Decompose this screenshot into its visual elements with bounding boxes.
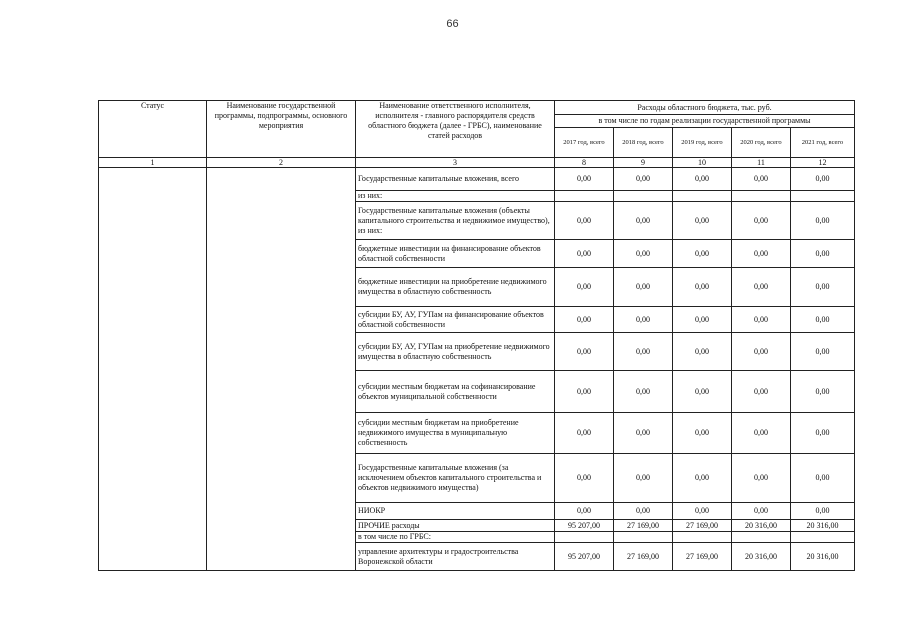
- expense-value: 0,00: [791, 454, 855, 503]
- column-number: 12: [791, 158, 855, 168]
- page-number: 66: [446, 18, 459, 30]
- expense-value: 27 169,00: [614, 520, 673, 532]
- expense-value: 0,00: [555, 168, 614, 191]
- expense-value: 0,00: [791, 413, 855, 454]
- expense-value: 0,00: [555, 413, 614, 454]
- expense-item-label: ПРОЧИЕ расходы: [356, 520, 555, 532]
- budget-table: [98, 100, 855, 571]
- expense-value: 0,00: [732, 413, 791, 454]
- expense-value: 0,00: [614, 240, 673, 268]
- expense-item-label: управление архитектуры и градостроительства Воронежской области: [356, 543, 555, 571]
- expense-item-label: НИОКР: [356, 503, 555, 520]
- expense-value: [555, 191, 614, 202]
- column-number: 3: [356, 158, 555, 168]
- expense-item-label: субсидии БУ, АУ, ГУПам на финансирование объектов областной собственности: [356, 307, 555, 333]
- expense-value: 0,00: [614, 168, 673, 191]
- expense-value: [791, 191, 855, 202]
- expense-item-label: Государственные капитальные вложения (за исключением объектов капитального строительства и объектов недвижимого имущества): [356, 454, 555, 503]
- table-row: [99, 168, 855, 191]
- expense-value: 0,00: [555, 202, 614, 240]
- expense-value: 0,00: [791, 268, 855, 307]
- expense-value: 27 169,00: [673, 520, 732, 532]
- expense-value: [791, 532, 855, 543]
- expense-item-label: бюджетные инвестиции на финансирование объектов областной собственности: [356, 240, 555, 268]
- expense-item-label: из них:: [356, 191, 555, 202]
- expense-value: 0,00: [732, 503, 791, 520]
- expense-value: 0,00: [614, 268, 673, 307]
- expense-value: [614, 532, 673, 543]
- expense-value: 0,00: [791, 371, 855, 413]
- header-year-2017: 2017 год, всего: [555, 128, 614, 158]
- expense-value: 0,00: [732, 371, 791, 413]
- expense-value: 27 169,00: [614, 543, 673, 571]
- expense-value: [732, 532, 791, 543]
- expense-value: 0,00: [732, 307, 791, 333]
- header-year-2018: 2018 год, всего: [614, 128, 673, 158]
- expense-item-label: бюджетные инвестиции на приобретение недвижимого имущества в областную собственность: [356, 268, 555, 307]
- expense-item-label: субсидии БУ, АУ, ГУПам на приобретение недвижимого имущества в областную собственность: [356, 333, 555, 371]
- expense-value: 0,00: [732, 268, 791, 307]
- expense-value: 0,00: [555, 268, 614, 307]
- header-years-group: в том числе по годам реализации государственной программы: [555, 115, 855, 128]
- expense-value: 0,00: [614, 307, 673, 333]
- expense-value: 95 207,00: [555, 543, 614, 571]
- expense-value: 20 316,00: [791, 543, 855, 571]
- expense-value: 0,00: [614, 503, 673, 520]
- expense-value: 20 316,00: [732, 543, 791, 571]
- expense-value: 0,00: [732, 240, 791, 268]
- expense-value: 0,00: [614, 413, 673, 454]
- expense-item-label: Государственные капитальные вложения (объекты капитального строительства и недвижимое имущество), из них:: [356, 202, 555, 240]
- header-status: Статус: [99, 101, 207, 158]
- expense-item-label: субсидии местным бюджетам на софинансирование объектов муниципальной собственности: [356, 371, 555, 413]
- column-number: 1: [99, 158, 207, 168]
- expense-value: 0,00: [555, 503, 614, 520]
- expense-value: [673, 191, 732, 202]
- expense-value: 0,00: [791, 168, 855, 191]
- expense-value: 0,00: [673, 333, 732, 371]
- column-number: 10: [673, 158, 732, 168]
- expense-value: 0,00: [673, 413, 732, 454]
- header-program: Наименование государственной программы, подпрограммы, основного мероприятия: [207, 101, 356, 158]
- expense-value: 0,00: [555, 371, 614, 413]
- expense-value: 0,00: [555, 333, 614, 371]
- column-number: 9: [614, 158, 673, 168]
- column-number-row: [99, 158, 855, 168]
- expense-value: 0,00: [791, 333, 855, 371]
- expense-value: [555, 532, 614, 543]
- expense-value: 0,00: [614, 333, 673, 371]
- expense-value: 0,00: [673, 454, 732, 503]
- header-year-2020: 2020 год, всего: [732, 128, 791, 158]
- expense-value: 20 316,00: [732, 520, 791, 532]
- expense-value: [614, 191, 673, 202]
- expense-value: 0,00: [673, 503, 732, 520]
- expense-item-label: в том числе по ГРБС:: [356, 532, 555, 543]
- header-year-2021: 2021 год, всего: [791, 128, 855, 158]
- expense-value: 0,00: [673, 307, 732, 333]
- expense-item-label: Государственные капитальные вложения, всего: [356, 168, 555, 191]
- expense-value: 0,00: [555, 240, 614, 268]
- status-cell: [99, 168, 207, 571]
- expense-value: 0,00: [673, 371, 732, 413]
- column-number: 8: [555, 158, 614, 168]
- column-number: 2: [207, 158, 356, 168]
- expense-value: 0,00: [791, 202, 855, 240]
- expense-value: 0,00: [673, 268, 732, 307]
- expense-value: [732, 191, 791, 202]
- expense-value: 0,00: [791, 307, 855, 333]
- expense-value: 0,00: [614, 371, 673, 413]
- column-number: 11: [732, 158, 791, 168]
- header-budget: Расходы областного бюджета, тыс. руб.: [555, 101, 855, 115]
- expense-value: [673, 532, 732, 543]
- expense-value: 0,00: [673, 202, 732, 240]
- expense-value: 95 207,00: [555, 520, 614, 532]
- expense-item-label: субсидии местным бюджетам на приобретение недвижимого имущества в муниципальную собственность: [356, 413, 555, 454]
- expense-value: 0,00: [614, 202, 673, 240]
- expense-value: 0,00: [555, 454, 614, 503]
- expense-value: 0,00: [673, 240, 732, 268]
- expense-value: 0,00: [732, 333, 791, 371]
- expense-value: 20 316,00: [791, 520, 855, 532]
- expense-value: 0,00: [673, 168, 732, 191]
- expense-value: 0,00: [614, 454, 673, 503]
- expense-value: 0,00: [791, 240, 855, 268]
- header-executor: Наименование ответственного исполнителя, исполнителя - главного распорядителя средств областного бюджета (далее - ГРБС), наименование статей расходов: [356, 101, 555, 158]
- expense-value: 0,00: [555, 307, 614, 333]
- expense-value: 27 169,00: [673, 543, 732, 571]
- expense-value: 0,00: [732, 202, 791, 240]
- expense-value: 0,00: [732, 168, 791, 191]
- expense-value: 0,00: [791, 503, 855, 520]
- expense-value: 0,00: [732, 454, 791, 503]
- header-year-2019: 2019 год, всего: [673, 128, 732, 158]
- program-cell: [207, 168, 356, 571]
